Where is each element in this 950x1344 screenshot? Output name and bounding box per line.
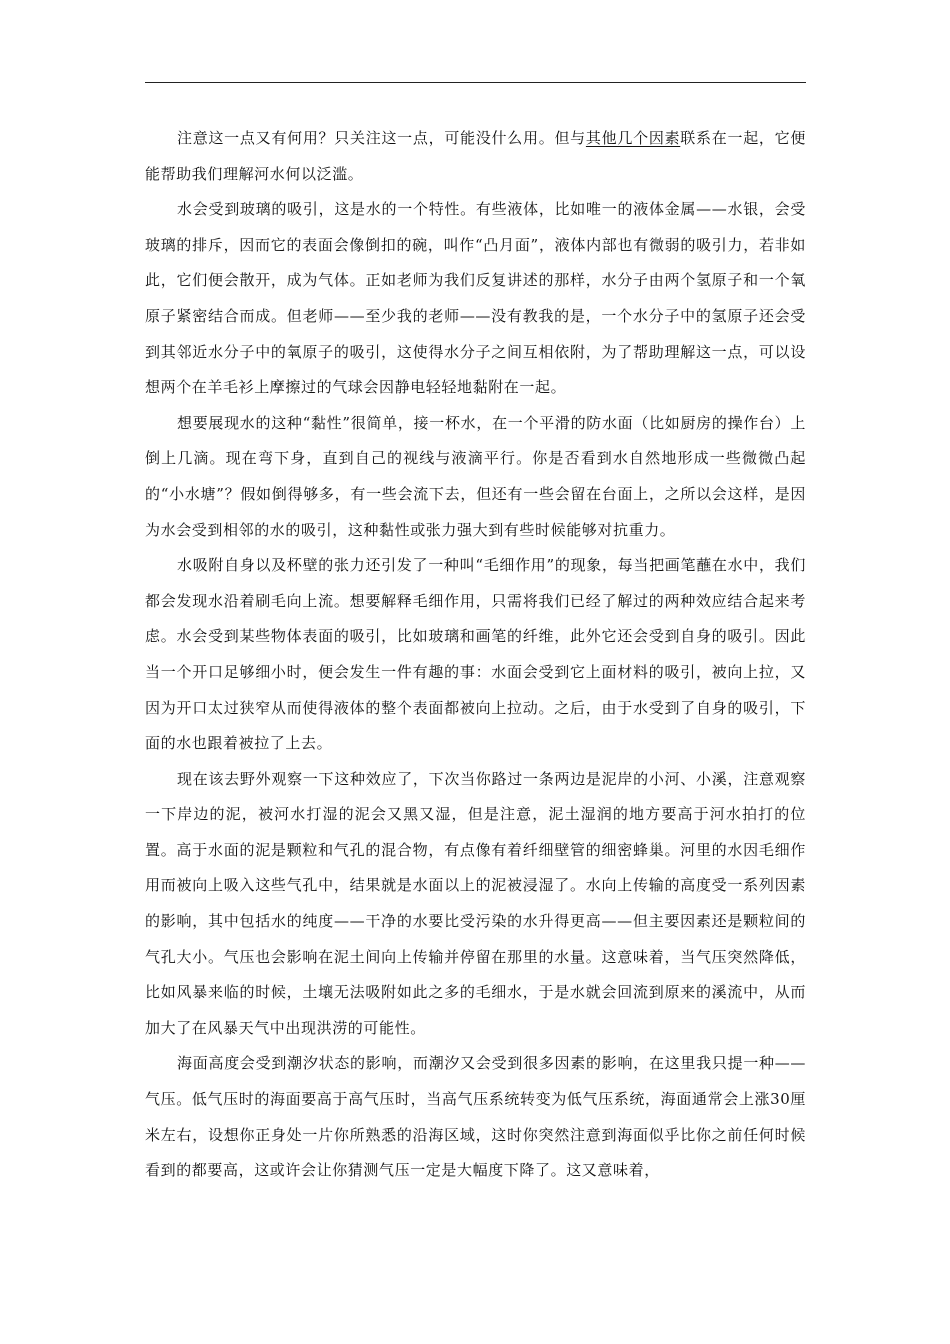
paragraph-1 (145, 121, 806, 192)
paragraph-3: 想要展现水的这种“黏性”很简单，接一杯水，在一个平滑的防水面（比如厨房的操作台）上倒上几滴。现在弯下身，直到自己的视线与液滴平行。你是否看到水自然地形成一些微微凸起的“小水塘”？假如倒得够多，有一些会流下去，但还有一些会留在台面上，之所以会这样，是因为水会受到相邻的水的吸引，这种黏性或张力强大到有些时候能够对抗重力。 (145, 413, 806, 539)
paragraph-2: 水会受到玻璃的吸引，这是水的一个特性。有些液体，比如唯一的液体金属——水银，会受玻璃的排斥，因而它的表面会像倒扣的碗，叫作“凸月面”，液体内部也有微弱的吸引力，若非如此，它们便会散开，成为气体。正如老师为我们反复讲述的那样，水分子由两个氢原子和一个氧原子紧密结合而成。但老师——至少我的老师——没有教我的是，一个水分子中的氢原子还会受到其邻近水分子中的氧原子的吸引，这使得水分子之间互相依附，为了帮助理解这一点，可以设想两个在羊毛衫上摩擦过的气球会因静电轻轻地黏附在一起。 (145, 200, 806, 397)
paragraph-6: 海面高度会受到潮汐状态的影响，而潮汐又会受到很多因素的影响，在这里我只提一种——气压。低气压时的海面要高于高气压时，当高气压系统转变为低气压系统，海面通常会上涨30厘米左右，设想你正身处一片你所熟悉的沿海区域，这时你突然注意到海面似乎比你之前任何时候看到的都要高，这或许会让你猜测气压一定是大幅度下降了。这又意味着， (145, 1054, 806, 1180)
header-rule (145, 82, 806, 83)
underlined-phrase: 其他几个因素 (585, 129, 681, 147)
document-body (145, 121, 806, 1189)
paragraph-1-lead: 注意这一点又有何用？只关注这一点，可能没什么用。但与 (177, 129, 586, 147)
paragraph-1-tail: 联系在一起，它便能帮助我们理解河水何以泛滥。 (145, 129, 806, 183)
paragraph-4: 水吸附自身以及杯壁的张力还引发了一种叫“毛细作用”的现象，每当把画笔蘸在水中，我们都会发现水沿着刷毛向上流。想要解释毛细作用，只需将我们已经了解过的两种效应结合起来考虑。水会受到某些物体表面的吸引，比如玻璃和画笔的纤维，此外它还会受到自身的吸引。因此当一个开口足够细小时，便会发生一件有趣的事：水面会受到它上面材料的吸引，被向上拉，又因为开口太过狭窄从而使得液体的整个表面都被向上拉动。之后，由于水受到了自身的吸引，下面的水也跟着被拉了上去。 (145, 556, 806, 753)
paragraph-5: 现在该去野外观察一下这种效应了，下次当你路过一条两边是泥岸的小河、小溪，注意观察一下岸边的泥，被河水打湿的泥会又黑又湿，但是注意，泥土湿润的地方要高于河水拍打的位置。高于水面的泥是颗粒和气孔的混合物，有点像有着纤细壁管的细密蜂巢。河里的水因毛细作用而被向上吸入这些气孔中，结果就是水面以上的泥被浸湿了。水向上传输的高度受一系列因素的影响，其中包括水的纯度——干净的水要比受污染的水升得更高——但主要因素还是颗粒间的气孔大小。气压也会影响在泥土间向上传输并停留在那里的水量。这意味着，当气压突然降低，比如风暴来临的时候，土壤无法吸附如此之多的毛细水，于是水就会回流到原来的溪流中，从而加大了在风暴天气中出现洪涝的可能性。 (145, 769, 806, 1037)
